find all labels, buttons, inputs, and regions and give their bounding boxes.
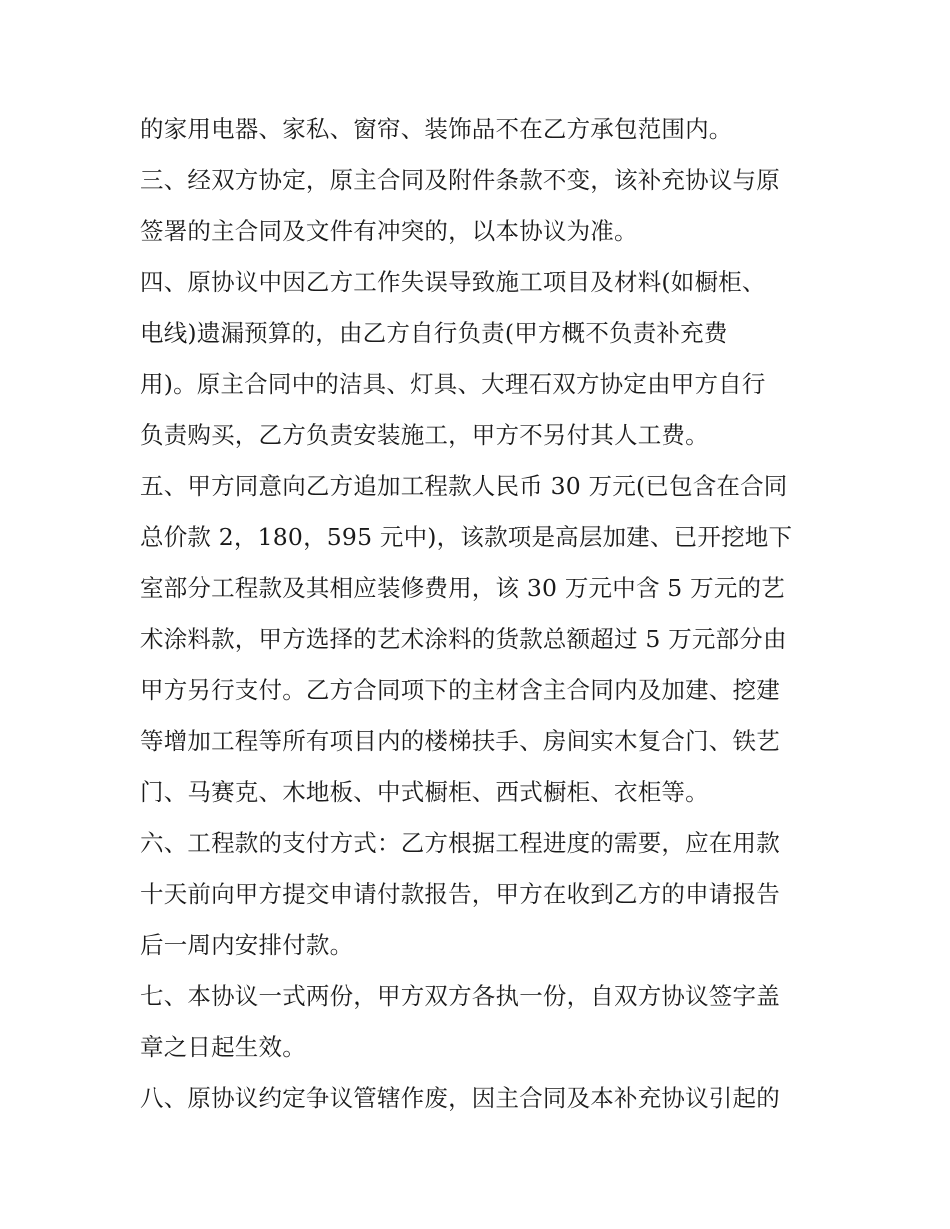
text-line: 电线)遗漏预算的，由乙方自行负责(甲方概不负责补充费 [140,319,728,347]
text-line: 负责购买，乙方负责安装施工，甲方不另付其人工费。 [140,421,709,449]
text-line: 用)。原主合同中的洁具、灯具、大理石双方协定由甲方自行 [140,370,766,398]
text-line: 三、经双方协定，原主合同及附件条款不变，该补充协议与原 [140,166,780,194]
text-line: 十天前向甲方提交申请付款报告，甲方在收到乙方的申请报告 [140,880,780,908]
text-line: 五、甲方同意向乙方追加工程款人民币 30 万元(已包含在合同 [140,472,788,500]
text-line: 六、工程款的支付方式：乙方根据工程进度的需要，应在用款 [140,829,780,857]
agreement-text-body [140,104,820,1124]
text-line: 术涂料款，甲方选择的艺术涂料的货款总额超过 5 万元部分由 [140,625,787,653]
text-line: 章之日起生效。 [140,1033,306,1061]
text-line: 八、原协议约定争议管辖作废，因主合同及本补充协议引起的 [140,1084,780,1112]
text-line: 七、本协议一式两份，甲方双方各执一份，自双方协议签字盖 [140,982,780,1010]
text-line: 总价款 2，180，595 元中)，该款项是高层加建、已开挖地下 [140,523,793,551]
text-line: 的家用电器、家私、窗帘、装饰品不在乙方承包范围内。 [140,115,733,143]
text-line: 甲方另行支付。乙方合同项下的主材含主合同内及加建、挖建 [140,676,780,704]
text-line: 签署的主合同及文件有冲突的，以本协议为准。 [140,217,638,245]
text-line: 后一周内安排付款。 [140,931,354,959]
text-line: 等增加工程等所有项目内的楼梯扶手、房间实木复合门、铁艺 [140,727,780,755]
text-line: 门、马赛克、木地板、中式橱柜、西式橱柜、衣柜等。 [140,778,709,806]
text-line: 四、原协议中因乙方工作失误导致施工项目及材料(如橱柜、 [140,268,766,296]
text-line: 室部分工程款及其相应装修费用，该 30 万元中含 5 万元的艺 [140,574,785,602]
